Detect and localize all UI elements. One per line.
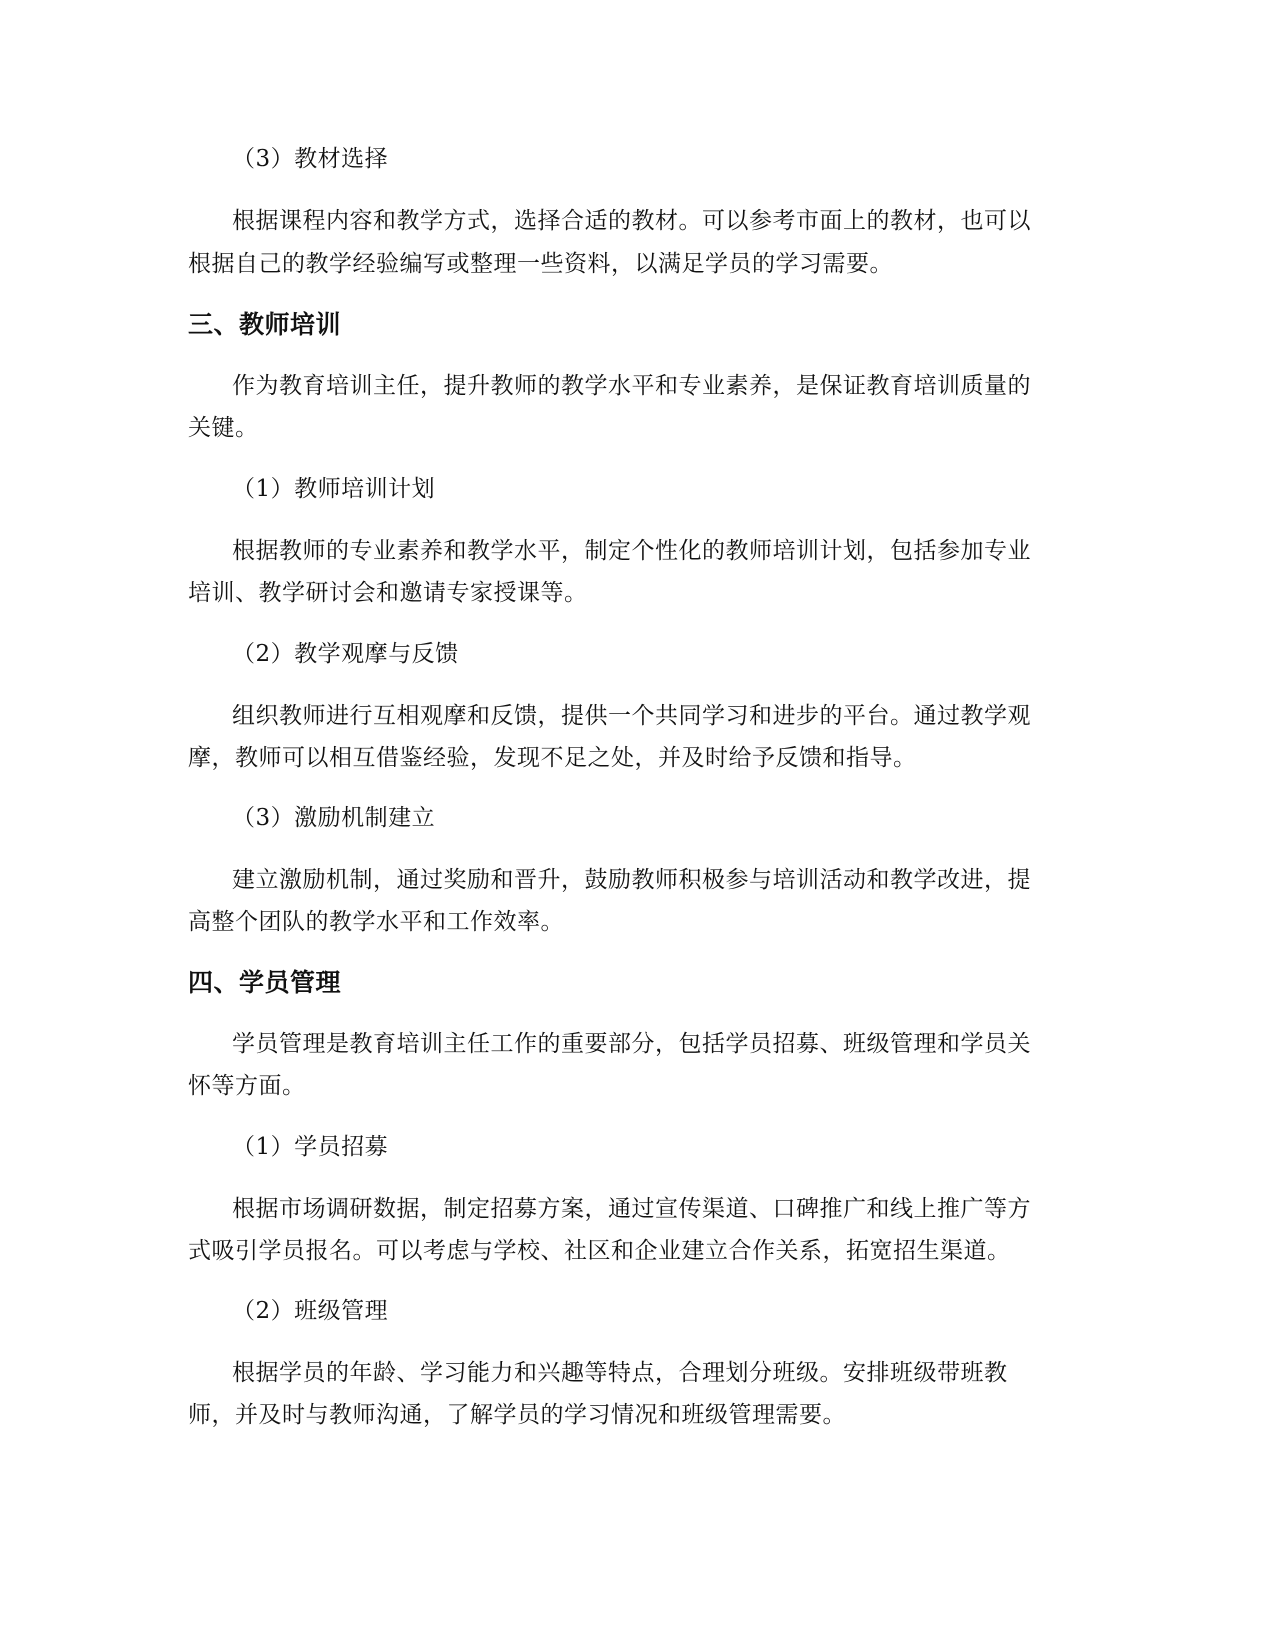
paragraph-line: 根据自己的教学经验编写或整理一些资料，以满足学员的学习需要。 xyxy=(188,251,893,277)
paragraph-line: 组织教师进行互相观摩和反馈，提供一个共同学习和进步的平台。通过教学观 xyxy=(232,703,1031,729)
paragraph-line: 式吸引学员报名。可以考虑与学校、社区和企业建立合作关系，拓宽招生渠道。 xyxy=(188,1238,1011,1264)
paragraph-line: 高整个团队的教学水平和工作效率。 xyxy=(188,909,564,935)
paragraph-line: 学员管理是教育培训主任工作的重要部分，包括学员招募、班级管理和学员关 xyxy=(232,1031,1031,1057)
subheading-class-management: （2）班级管理 xyxy=(232,1298,389,1324)
paragraph-line: 作为教育培训主任，提升教师的教学水平和专业素养，是保证教育培训质量的 xyxy=(232,373,1031,399)
paragraph-line: 师，并及时与教师沟通，了解学员的学习情况和班级管理需要。 xyxy=(188,1402,846,1428)
paragraph-line: 培训、教学研讨会和邀请专家授课等。 xyxy=(188,580,588,606)
subheading-student-recruitment: （1）学员招募 xyxy=(232,1134,389,1160)
subheading-observation-feedback: （2）教学观摩与反馈 xyxy=(232,641,459,667)
paragraph-line: 摩，教师可以相互借鉴经验，发现不足之处，并及时给予反馈和指导。 xyxy=(188,745,917,771)
section-heading-student-management: 四、学员管理 xyxy=(188,968,342,997)
paragraph-line: 关键。 xyxy=(188,415,259,441)
paragraph-line: 怀等方面。 xyxy=(188,1073,306,1099)
paragraph-line: 根据学员的年龄、学习能力和兴趣等特点，合理划分班级。安排班级带班教 xyxy=(232,1360,1008,1386)
paragraph-line: 建立激励机制，通过奖励和晋升，鼓励教师积极参与培训活动和教学改进，提 xyxy=(232,867,1031,893)
subheading-incentive-mechanism: （3）激励机制建立 xyxy=(232,805,436,831)
section-heading-teacher-training: 三、教师培训 xyxy=(188,310,342,339)
paragraph-line: 根据市场调研数据，制定招募方案，通过宣传渠道、口碑推广和线上推广等方 xyxy=(232,1196,1031,1222)
subheading-teacher-training-plan: （1）教师培训计划 xyxy=(232,476,436,502)
subheading-teaching-materials: （3）教材选择 xyxy=(232,146,389,172)
paragraph-line: 根据课程内容和教学方式，选择合适的教材。可以参考市面上的教材，也可以 xyxy=(232,208,1031,234)
paragraph-line: 根据教师的专业素养和教学水平，制定个性化的教师培训计划，包括参加专业 xyxy=(232,538,1031,564)
